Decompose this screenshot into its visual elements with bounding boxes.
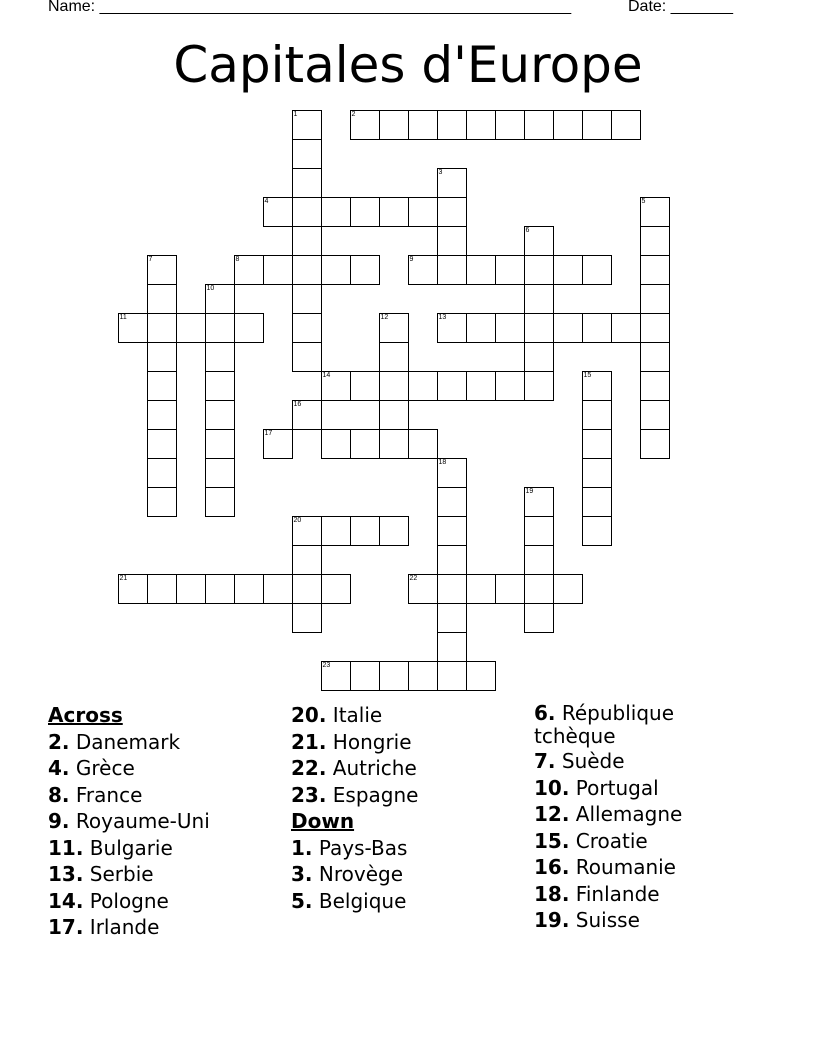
grid-cell[interactable] xyxy=(408,197,438,227)
grid-cell[interactable] xyxy=(437,574,467,604)
clue-num: 11. xyxy=(48,835,84,860)
grid-cell[interactable] xyxy=(292,197,322,227)
name-field-label[interactable]: Name: _____________________________________________________ xyxy=(48,0,572,15)
clue-item xyxy=(534,854,774,881)
grid-cell[interactable] xyxy=(553,110,583,140)
grid-cell[interactable] xyxy=(263,197,293,227)
clue-text: Danemark xyxy=(75,729,181,754)
grid-cell[interactable] xyxy=(466,313,496,343)
clue-num: 9. xyxy=(48,809,70,833)
clue-num: 1. xyxy=(291,835,313,860)
clue-num: 6. xyxy=(534,701,556,725)
grid-cell[interactable] xyxy=(466,574,496,604)
grid-cell[interactable] xyxy=(234,255,264,285)
grid-cell[interactable] xyxy=(321,255,351,285)
grid-cell[interactable] xyxy=(437,632,467,662)
clue-text: Pologne xyxy=(89,888,169,913)
clue-number: 6 xyxy=(525,227,530,234)
clue-text: Suède xyxy=(561,749,625,773)
clue-text: Portugal xyxy=(575,775,659,800)
grid-cell[interactable] xyxy=(292,313,322,343)
grid-cell[interactable] xyxy=(205,284,235,314)
grid-cell[interactable] xyxy=(437,661,467,691)
clue-number: 10 xyxy=(206,285,215,292)
grid-cell[interactable] xyxy=(379,342,409,372)
clue-num: 10. xyxy=(534,775,570,800)
grid-cell[interactable] xyxy=(524,487,554,517)
grid-cell[interactable] xyxy=(379,313,409,343)
clue-num: 18. xyxy=(534,881,570,906)
grid-cell[interactable] xyxy=(379,371,409,401)
grid-cell[interactable] xyxy=(640,342,670,372)
grid-cell[interactable] xyxy=(263,429,293,459)
clue-item xyxy=(48,835,288,862)
clue-num: 7. xyxy=(534,749,556,773)
grid-cell[interactable] xyxy=(640,226,670,256)
grid-cell[interactable] xyxy=(292,255,322,285)
clue-number: 14 xyxy=(322,372,331,379)
clue-number: 15 xyxy=(583,372,592,379)
clue-num: 13. xyxy=(48,862,84,886)
grid-cell[interactable] xyxy=(147,371,177,401)
grid-cell[interactable] xyxy=(292,516,322,546)
grid-cell[interactable] xyxy=(582,458,612,488)
grid-cell[interactable] xyxy=(611,110,641,140)
clue-num: 3. xyxy=(291,862,313,886)
clue-item xyxy=(534,828,774,855)
clue-num: 17. xyxy=(48,915,84,939)
grid-cell[interactable] xyxy=(205,487,235,517)
grid-cell[interactable] xyxy=(408,110,438,140)
grid-cell[interactable] xyxy=(524,603,554,633)
clue-number: 5 xyxy=(641,198,646,205)
clue-text: Croatie xyxy=(575,828,648,853)
grid-cell[interactable] xyxy=(437,197,467,227)
grid-cell[interactable] xyxy=(379,110,409,140)
grid-cell[interactable] xyxy=(176,574,206,604)
clue-item xyxy=(291,702,531,729)
grid-cell[interactable] xyxy=(408,574,438,604)
clue-text: Serbie xyxy=(89,862,154,886)
clue-item xyxy=(534,801,774,828)
grid-cell[interactable] xyxy=(147,313,177,343)
clue-item xyxy=(48,782,288,809)
grid-cell[interactable] xyxy=(147,342,177,372)
page-title: Capitales d'Europe xyxy=(173,36,643,94)
grid-cell[interactable] xyxy=(582,429,612,459)
grid-cell[interactable] xyxy=(379,197,409,227)
grid-cell[interactable] xyxy=(524,574,554,604)
grid-cell[interactable] xyxy=(379,661,409,691)
clue-number: 20 xyxy=(293,517,302,524)
clue-item xyxy=(534,907,774,934)
clue-text: Nrovège xyxy=(318,862,403,886)
grid-cell[interactable] xyxy=(582,255,612,285)
grid-cell[interactable] xyxy=(437,603,467,633)
grid-cell[interactable] xyxy=(147,400,177,430)
clue-text: Espagne xyxy=(332,782,419,807)
grid-cell[interactable] xyxy=(350,429,380,459)
clue-num: 15. xyxy=(534,828,570,853)
down-heading: Down xyxy=(291,809,355,833)
grid-cell[interactable] xyxy=(640,197,670,227)
grid-cell[interactable] xyxy=(234,574,264,604)
clue-item xyxy=(291,835,531,862)
grid-cell[interactable] xyxy=(379,429,409,459)
grid-cell[interactable] xyxy=(118,574,148,604)
grid-cell[interactable] xyxy=(495,371,525,401)
grid-cell[interactable] xyxy=(408,371,438,401)
grid-cell[interactable] xyxy=(466,661,496,691)
clue-text: Suisse xyxy=(575,908,640,932)
grid-cell[interactable] xyxy=(147,487,177,517)
clue-item xyxy=(291,782,531,809)
clue-item xyxy=(534,775,774,802)
grid-cell[interactable] xyxy=(292,603,322,633)
clue-num: 20. xyxy=(291,703,327,727)
grid-cell[interactable] xyxy=(437,371,467,401)
grid-cell[interactable] xyxy=(292,545,322,575)
grid-cell[interactable] xyxy=(321,429,351,459)
clue-number: 11 xyxy=(119,314,127,321)
clue-item xyxy=(534,881,774,908)
clue-text-continued: tchèque xyxy=(534,724,616,748)
clue-text: Autriche xyxy=(332,756,417,780)
clue-num: 12. xyxy=(534,802,570,826)
grid-cell[interactable] xyxy=(292,110,322,140)
grid-cell[interactable] xyxy=(205,574,235,604)
clue-item xyxy=(48,914,288,941)
grid-cell[interactable] xyxy=(582,313,612,343)
grid-cell[interactable] xyxy=(582,110,612,140)
grid-cell[interactable] xyxy=(321,661,351,691)
clue-num: 4. xyxy=(48,756,70,780)
grid-cell[interactable] xyxy=(524,371,554,401)
clue-text: Pays-Bas xyxy=(318,835,408,860)
clue-number: 3 xyxy=(438,169,443,176)
clue-num: 23. xyxy=(291,782,327,807)
grid-cell[interactable] xyxy=(466,255,496,285)
clue-num: 22. xyxy=(291,756,327,780)
grid-cell[interactable] xyxy=(611,313,641,343)
clue-text: République xyxy=(561,701,675,725)
clue-number: 23 xyxy=(322,662,331,669)
grid-cell[interactable] xyxy=(495,255,525,285)
grid-cell[interactable] xyxy=(553,574,583,604)
clue-num: 8. xyxy=(48,782,70,807)
grid-cell[interactable] xyxy=(350,255,380,285)
clue-item xyxy=(291,729,531,756)
clue-number: 12 xyxy=(380,314,389,321)
grid-cell[interactable] xyxy=(524,284,554,314)
grid-cell[interactable] xyxy=(147,255,177,285)
grid-cell[interactable] xyxy=(495,574,525,604)
clue-num: 14. xyxy=(48,888,84,913)
grid-cell[interactable] xyxy=(292,139,322,169)
grid-cell[interactable] xyxy=(640,400,670,430)
grid-cell[interactable] xyxy=(118,313,148,343)
grid-cell[interactable] xyxy=(205,371,235,401)
grid-cell[interactable] xyxy=(582,400,612,430)
grid-cell[interactable] xyxy=(437,255,467,285)
grid-cell[interactable] xyxy=(553,313,583,343)
clue-number: 17 xyxy=(264,430,273,437)
grid-cell[interactable] xyxy=(437,516,467,546)
clue-text: Hongrie xyxy=(332,729,412,754)
clue-text: Allemagne xyxy=(575,802,683,826)
clues-column-1 xyxy=(48,702,288,941)
clue-num: 2. xyxy=(48,729,70,754)
grid-cell[interactable] xyxy=(292,226,322,256)
grid-cell[interactable] xyxy=(640,371,670,401)
grid-cell[interactable] xyxy=(147,429,177,459)
clues-column-3 xyxy=(534,702,774,934)
clue-number: 19 xyxy=(525,488,534,495)
grid-cell[interactable] xyxy=(263,574,293,604)
clue-number: 13 xyxy=(438,314,447,321)
clues-column-2 xyxy=(291,702,531,914)
clue-text: Roumanie xyxy=(575,855,676,879)
grid-cell[interactable] xyxy=(524,313,554,343)
grid-cell[interactable] xyxy=(147,284,177,314)
grid-cell[interactable] xyxy=(350,197,380,227)
grid-cell[interactable] xyxy=(495,313,525,343)
grid-cell[interactable] xyxy=(640,284,670,314)
grid-cell[interactable] xyxy=(640,255,670,285)
grid-cell[interactable] xyxy=(350,110,380,140)
grid-cell[interactable] xyxy=(147,458,177,488)
grid-cell[interactable] xyxy=(205,342,235,372)
clue-text: Italie xyxy=(332,703,383,727)
grid-cell[interactable] xyxy=(292,342,322,372)
clue-num: 19. xyxy=(534,908,570,932)
grid-cell[interactable] xyxy=(350,371,380,401)
grid-cell[interactable] xyxy=(524,110,554,140)
grid-cell[interactable] xyxy=(524,255,554,285)
grid-cell[interactable] xyxy=(147,574,177,604)
clue-num: 5. xyxy=(291,888,313,913)
clue-text: Irlande xyxy=(89,915,160,939)
grid-cell[interactable] xyxy=(640,429,670,459)
clue-num: 21. xyxy=(291,729,327,754)
clue-number: 21 xyxy=(119,575,128,582)
grid-cell[interactable] xyxy=(350,516,380,546)
grid-cell[interactable] xyxy=(437,458,467,488)
grid-cell[interactable] xyxy=(379,516,409,546)
clue-item xyxy=(48,808,288,835)
grid-cell[interactable] xyxy=(408,255,438,285)
grid-cell[interactable] xyxy=(582,487,612,517)
grid-cell[interactable] xyxy=(466,371,496,401)
grid-cell[interactable] xyxy=(234,313,264,343)
clue-item xyxy=(48,755,288,782)
clue-item xyxy=(291,755,531,782)
grid-cell[interactable] xyxy=(524,516,554,546)
grid-cell[interactable] xyxy=(437,110,467,140)
grid-cell[interactable] xyxy=(292,284,322,314)
clue-item xyxy=(48,729,288,756)
grid-cell[interactable] xyxy=(553,255,583,285)
grid-cell[interactable] xyxy=(495,110,525,140)
clue-number: 1 xyxy=(293,111,298,118)
clue-text: Belgique xyxy=(318,888,407,913)
grid-cell[interactable] xyxy=(321,516,351,546)
across-heading: Across xyxy=(48,703,123,727)
clue-item xyxy=(291,861,531,888)
grid-cell[interactable] xyxy=(408,661,438,691)
grid-cell[interactable] xyxy=(437,168,467,198)
grid-cell[interactable] xyxy=(321,197,351,227)
grid-cell[interactable] xyxy=(176,313,206,343)
clue-number: 7 xyxy=(148,256,153,263)
clue-item xyxy=(534,748,774,775)
clue-number: 16 xyxy=(293,401,302,408)
clue-number: 2 xyxy=(351,111,356,118)
grid-cell[interactable] xyxy=(640,313,670,343)
grid-cell[interactable] xyxy=(524,545,554,575)
clue-number: 9 xyxy=(409,256,414,263)
clue-number: 8 xyxy=(235,256,240,263)
grid-cell[interactable] xyxy=(263,255,293,285)
grid-cell[interactable] xyxy=(205,400,235,430)
clue-item xyxy=(534,702,774,748)
grid-cell[interactable] xyxy=(408,429,438,459)
grid-cell[interactable] xyxy=(524,342,554,372)
grid-cell[interactable] xyxy=(582,371,612,401)
clue-item xyxy=(291,888,531,915)
clue-text: France xyxy=(75,782,143,807)
clue-item xyxy=(48,861,288,888)
grid-cell[interactable] xyxy=(205,458,235,488)
grid-cell[interactable] xyxy=(292,400,322,430)
clue-text: Grèce xyxy=(75,756,135,780)
clue-number: 4 xyxy=(264,198,269,205)
grid-cell[interactable] xyxy=(350,661,380,691)
grid-cell[interactable] xyxy=(292,574,322,604)
grid-cell[interactable] xyxy=(437,226,467,256)
clue-text: Finlande xyxy=(575,881,660,906)
grid-cell[interactable] xyxy=(437,313,467,343)
clue-number: 22 xyxy=(409,575,418,582)
grid-cell[interactable] xyxy=(205,313,235,343)
grid-cell[interactable] xyxy=(437,487,467,517)
grid-cell[interactable] xyxy=(205,429,235,459)
clue-text: Royaume-Uni xyxy=(75,809,210,833)
clue-text: Bulgarie xyxy=(89,835,173,860)
clue-num: 16. xyxy=(534,855,570,879)
grid-cell[interactable] xyxy=(321,574,351,604)
clue-number: 18 xyxy=(438,459,447,466)
grid-cell[interactable] xyxy=(524,226,554,256)
grid-cell[interactable] xyxy=(379,400,409,430)
grid-cell[interactable] xyxy=(582,516,612,546)
grid-cell[interactable] xyxy=(437,545,467,575)
clue-item xyxy=(48,888,288,915)
grid-cell[interactable] xyxy=(466,110,496,140)
grid-cell[interactable] xyxy=(321,371,351,401)
grid-cell[interactable] xyxy=(292,168,322,198)
date-field-label[interactable]: Date: _______ xyxy=(628,0,733,15)
